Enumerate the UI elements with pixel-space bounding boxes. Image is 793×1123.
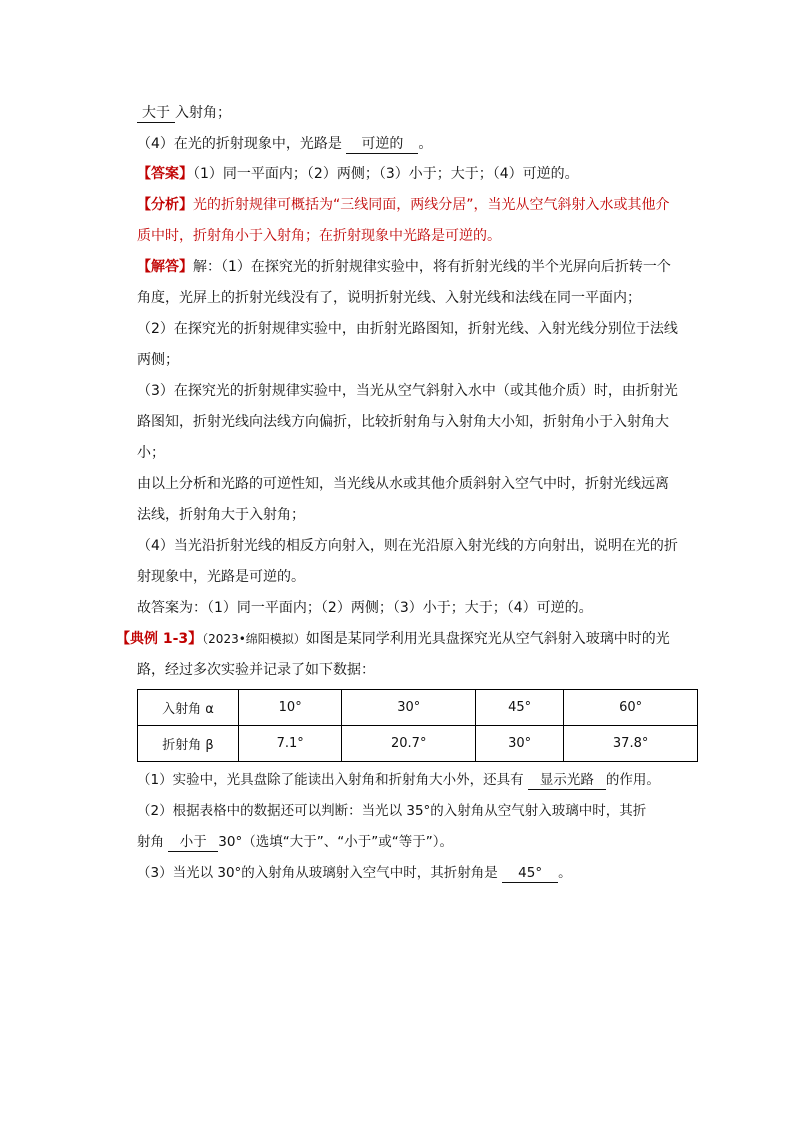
answer-blank: 小于 (168, 833, 218, 852)
answer-blank: 45° (502, 864, 558, 883)
question-2-line-1: （2）根据表格中的数据还可以判断：当光以 35°的入射角从空气射入玻璃中时，其折 (137, 803, 647, 819)
table-cell: 入射角 α (138, 690, 239, 726)
answer-tag: 【答案】 (137, 166, 193, 182)
text: （3）当光以 30°的入射角从玻璃射入空气中时，其折射角是 (137, 865, 503, 881)
solution-line-7: 小； (137, 445, 165, 461)
table-row (138, 690, 698, 726)
table-cell: 30° (476, 726, 564, 762)
table-cell: 20.7° (342, 726, 476, 762)
table-cell: 30° (342, 690, 476, 726)
solution-line-6: 路图知，折射光线向法线方向偏折，比较折射角与入射角大小知，折射角小于入射角大 (137, 414, 669, 430)
text: （4）在光的折射现象中，光路是 (137, 136, 347, 152)
solution-line-12: 故答案为：（1）同一平面内；（2）两侧；（3）小于；大于；（4）可逆的。 (137, 600, 593, 616)
line-reversible (137, 134, 432, 154)
angle-data-table (137, 689, 698, 762)
analysis-line-2: 质中时，折射角小于入射角；在折射现象中光路是可逆的。 (137, 228, 501, 244)
solution-line-4: 两侧； (137, 352, 179, 368)
text: 的作用。 (605, 772, 660, 788)
solution-line-10: （4）当光沿折射光线的相反方向射入，则在光沿原入射光线的方向射出，说明在光的折 (137, 538, 678, 554)
text: 30°（选填“大于”、“小于”或“等于”）。 (218, 834, 453, 850)
text: 入射角； (175, 105, 231, 121)
table-cell: 折射角 β (138, 726, 239, 762)
answer-text: （1）同一平面内；（2）两侧；（3）小于；大于；（4）可逆的。 (193, 166, 579, 182)
table-cell: 37.8° (564, 726, 698, 762)
text: 如图是某同学利用光具盘探究光从空气斜射入玻璃中时的光 (305, 631, 670, 647)
example-source: （2023•绵阳模拟） (202, 632, 306, 646)
answer-blank: 可逆的 (346, 135, 418, 154)
example-tag: 【典例 1-3】 (116, 631, 203, 647)
question-2-line-2 (137, 832, 453, 852)
text: “三线同面，两线分居” (333, 197, 474, 213)
solution-line-8: 由以上分析和光路的可逆性知，当光线从水或其他介质斜射入空气中时，折射光线远离 (137, 476, 669, 492)
text: 。 (418, 136, 433, 152)
table-cell: 60° (564, 690, 698, 726)
solution-tag: 【解答】 (137, 259, 193, 275)
solution-line-1 (137, 257, 671, 277)
example-line-2: 路，经过多次实验并记录了如下数据： (137, 662, 375, 678)
table-cell: 7.1° (239, 726, 342, 762)
solution-line-2: 角度，光屏上的折射光线没有了，说明折射光线、入射光线和法线在同一平面内； (137, 290, 641, 306)
text: （1）实验中，光具盘除了能读出入射角和折射角大小外，还具有 (137, 772, 528, 788)
text: ，当光从空气斜射入水或其他介 (473, 197, 670, 213)
solution-line-3: （2）在探究光的折射规律实验中，由折射光路图知，折射光线、入射光线分别位于法线 (137, 321, 678, 337)
analysis-line-1 (137, 195, 670, 215)
example-line-1 (116, 629, 670, 649)
answer-line (137, 164, 579, 184)
answer-blank: 显示光路 (528, 771, 606, 790)
text: 光的折射规律可概括为 (193, 197, 333, 213)
table-cell: 10° (239, 690, 342, 726)
line-greater-than (137, 103, 231, 123)
table-row (138, 726, 698, 762)
text: 。 (558, 865, 572, 881)
question-1 (137, 770, 660, 790)
text: 射角 (137, 834, 169, 850)
table-cell: 45° (476, 690, 564, 726)
question-3 (137, 863, 572, 883)
solution-line-11: 射现象中，光路是可逆的。 (137, 569, 305, 585)
text: 解：（1）在探究光的折射规律实验中，将有折射光线的半个光屏向后折转一个 (193, 259, 671, 275)
solution-line-5: （3）在探究光的折射规律实验中，当光从空气斜射入水中（或其他介质）时，由折射光 (137, 383, 678, 399)
answer-blank: 大于 (137, 104, 175, 123)
analysis-tag: 【分析】 (137, 197, 193, 213)
solution-line-9: 法线，折射角大于入射角； (137, 507, 305, 523)
